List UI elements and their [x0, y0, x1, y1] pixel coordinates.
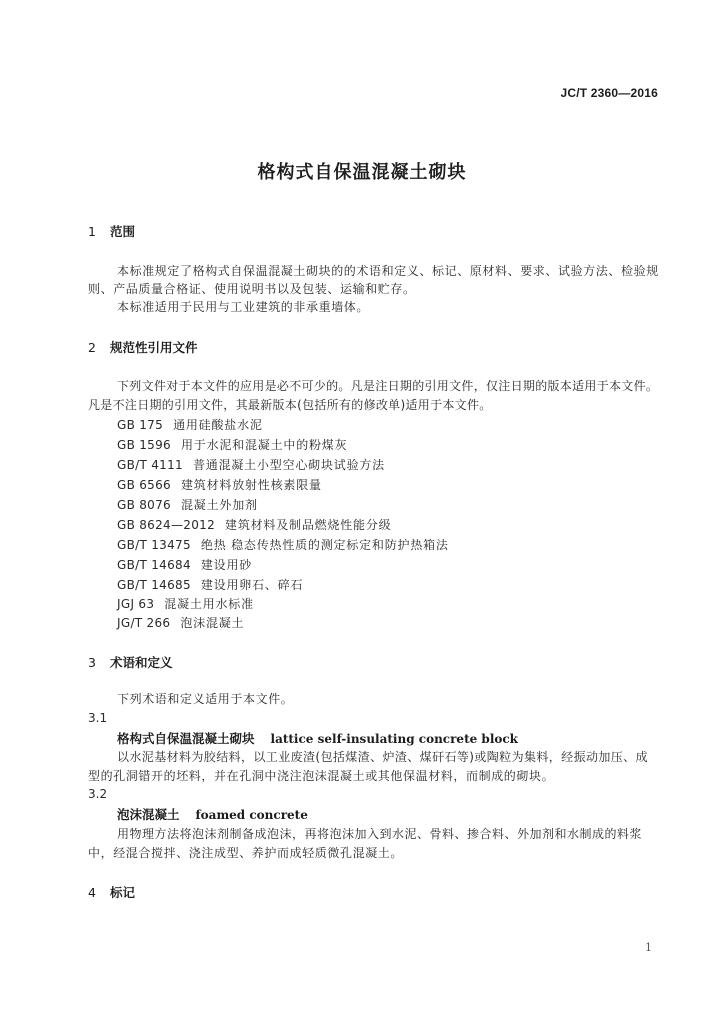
section-number: 4 — [88, 885, 96, 900]
section-title: 规范性引用文件 — [110, 340, 198, 355]
reference-item — [117, 536, 449, 553]
reference-item — [117, 595, 254, 612]
reference-name: 混凝土外加剂 — [181, 498, 258, 512]
reference-name: 绝热 稳态传热性质的测定标定和防护热箱法 — [200, 538, 449, 552]
reference-item — [117, 556, 252, 573]
paragraph-line: 本标准规定了格构式自保温混凝土砌块的的术语和定义、标记、原材料、要求、试验方法、检验规 — [117, 264, 659, 278]
paragraph-line: 本标准适用于民用与工业建筑的非承重墙体。 — [117, 300, 370, 314]
standard-code: JC/T 2360—2016 — [560, 86, 658, 100]
reference-item — [117, 456, 385, 473]
reference-code: GB/T 14684 — [117, 558, 191, 572]
reference-code: GB/T 14685 — [117, 578, 191, 592]
section-title: 术语和定义 — [110, 655, 173, 670]
reference-item — [117, 436, 347, 453]
section-3-heading — [88, 653, 173, 671]
page-number: 1 — [645, 941, 652, 954]
term-number: 3.1 — [88, 711, 108, 725]
section-title: 范围 — [110, 224, 136, 239]
reference-code: GB 6566 — [117, 478, 171, 492]
reference-code: GB/T 13475 — [117, 538, 191, 552]
paragraph-line: 型的孔洞错开的坯料，并在孔洞中浇注泡沫混凝土或其他保温材料，而制成的砌块。 — [88, 769, 555, 783]
reference-name: 建设用砂 — [200, 558, 253, 572]
reference-code: GB 1596 — [117, 438, 171, 452]
document-title: 格构式自保温混凝土砌块 — [257, 162, 467, 183]
term-zh: 格构式自保温混凝土砌块 — [117, 731, 255, 746]
section-2-heading — [88, 338, 198, 356]
reference-name: 泡沫混凝土 — [180, 616, 245, 630]
section-number: 2 — [88, 340, 96, 355]
reference-code: GB 8076 — [117, 498, 171, 512]
paragraph-line: 以水泥基材料为胶结料，以工业废渣(包括煤渣、炉渣、煤矸石等)或陶粒为集料，经振动加压、成 — [117, 750, 648, 764]
reference-name: 用于水泥和混凝土中的粉煤灰 — [181, 438, 348, 452]
reference-item — [117, 476, 322, 493]
reference-item — [117, 516, 391, 533]
reference-code: GB 8624—2012 — [117, 518, 216, 532]
reference-name: 建筑材料及制品燃烧性能分级 — [225, 518, 392, 532]
section-title: 标记 — [110, 885, 136, 900]
section-4-heading — [88, 883, 135, 901]
reference-name: 建设用卵石、碎石 — [200, 578, 304, 592]
reference-name: 通用硅酸盐水泥 — [173, 418, 263, 432]
paragraph-line: 中，经混合搅拌、浇注成型、养护而成轻质微孔混凝土。 — [88, 846, 404, 860]
reference-name: 普通混凝土小型空心砌块试验方法 — [192, 458, 385, 472]
term-zh: 泡沫混凝土 — [117, 807, 180, 822]
reference-code: GB 175 — [117, 418, 164, 432]
section-number: 3 — [88, 655, 96, 670]
term-number: 3.2 — [88, 787, 108, 801]
reference-name: 混凝土用水标准 — [164, 597, 254, 611]
term-en: lattice self-insulating concrete block — [270, 732, 518, 746]
paragraph-line: 下列术语和定义适用于本文件。 — [117, 692, 294, 706]
reference-item — [117, 614, 244, 631]
section-number: 1 — [88, 224, 96, 239]
reference-code: JG/T 266 — [117, 616, 171, 630]
term-heading — [117, 729, 518, 747]
paragraph-line: 凡是不注日期的引用文件，其最新版本(包括所有的修改单)适用于本文件。 — [88, 398, 492, 412]
term-en: foamed concrete — [195, 808, 308, 822]
reference-code: GB/T 4111 — [117, 458, 183, 472]
reference-item — [117, 416, 263, 433]
section-1-heading — [88, 222, 135, 240]
reference-name: 建筑材料放射性核素限量 — [181, 478, 322, 492]
paragraph-line: 则、产品质量合格证、使用说明书以及包装、运输和贮存。 — [88, 282, 416, 296]
reference-item — [117, 496, 258, 513]
reference-item — [117, 576, 303, 593]
paragraph-line: 下列文件对于本文件的应用是必不可少的。凡是注日期的引用文件，仅注日期的版本适用于本文件。 — [117, 379, 659, 393]
term-heading — [117, 805, 308, 823]
paragraph-line: 用物理方法将泡沫剂制备成泡沫，再将泡沫加入到水泥、骨料、掺合料、外加剂和水制成的料浆 — [117, 827, 643, 841]
reference-code: JGJ 63 — [117, 597, 155, 611]
